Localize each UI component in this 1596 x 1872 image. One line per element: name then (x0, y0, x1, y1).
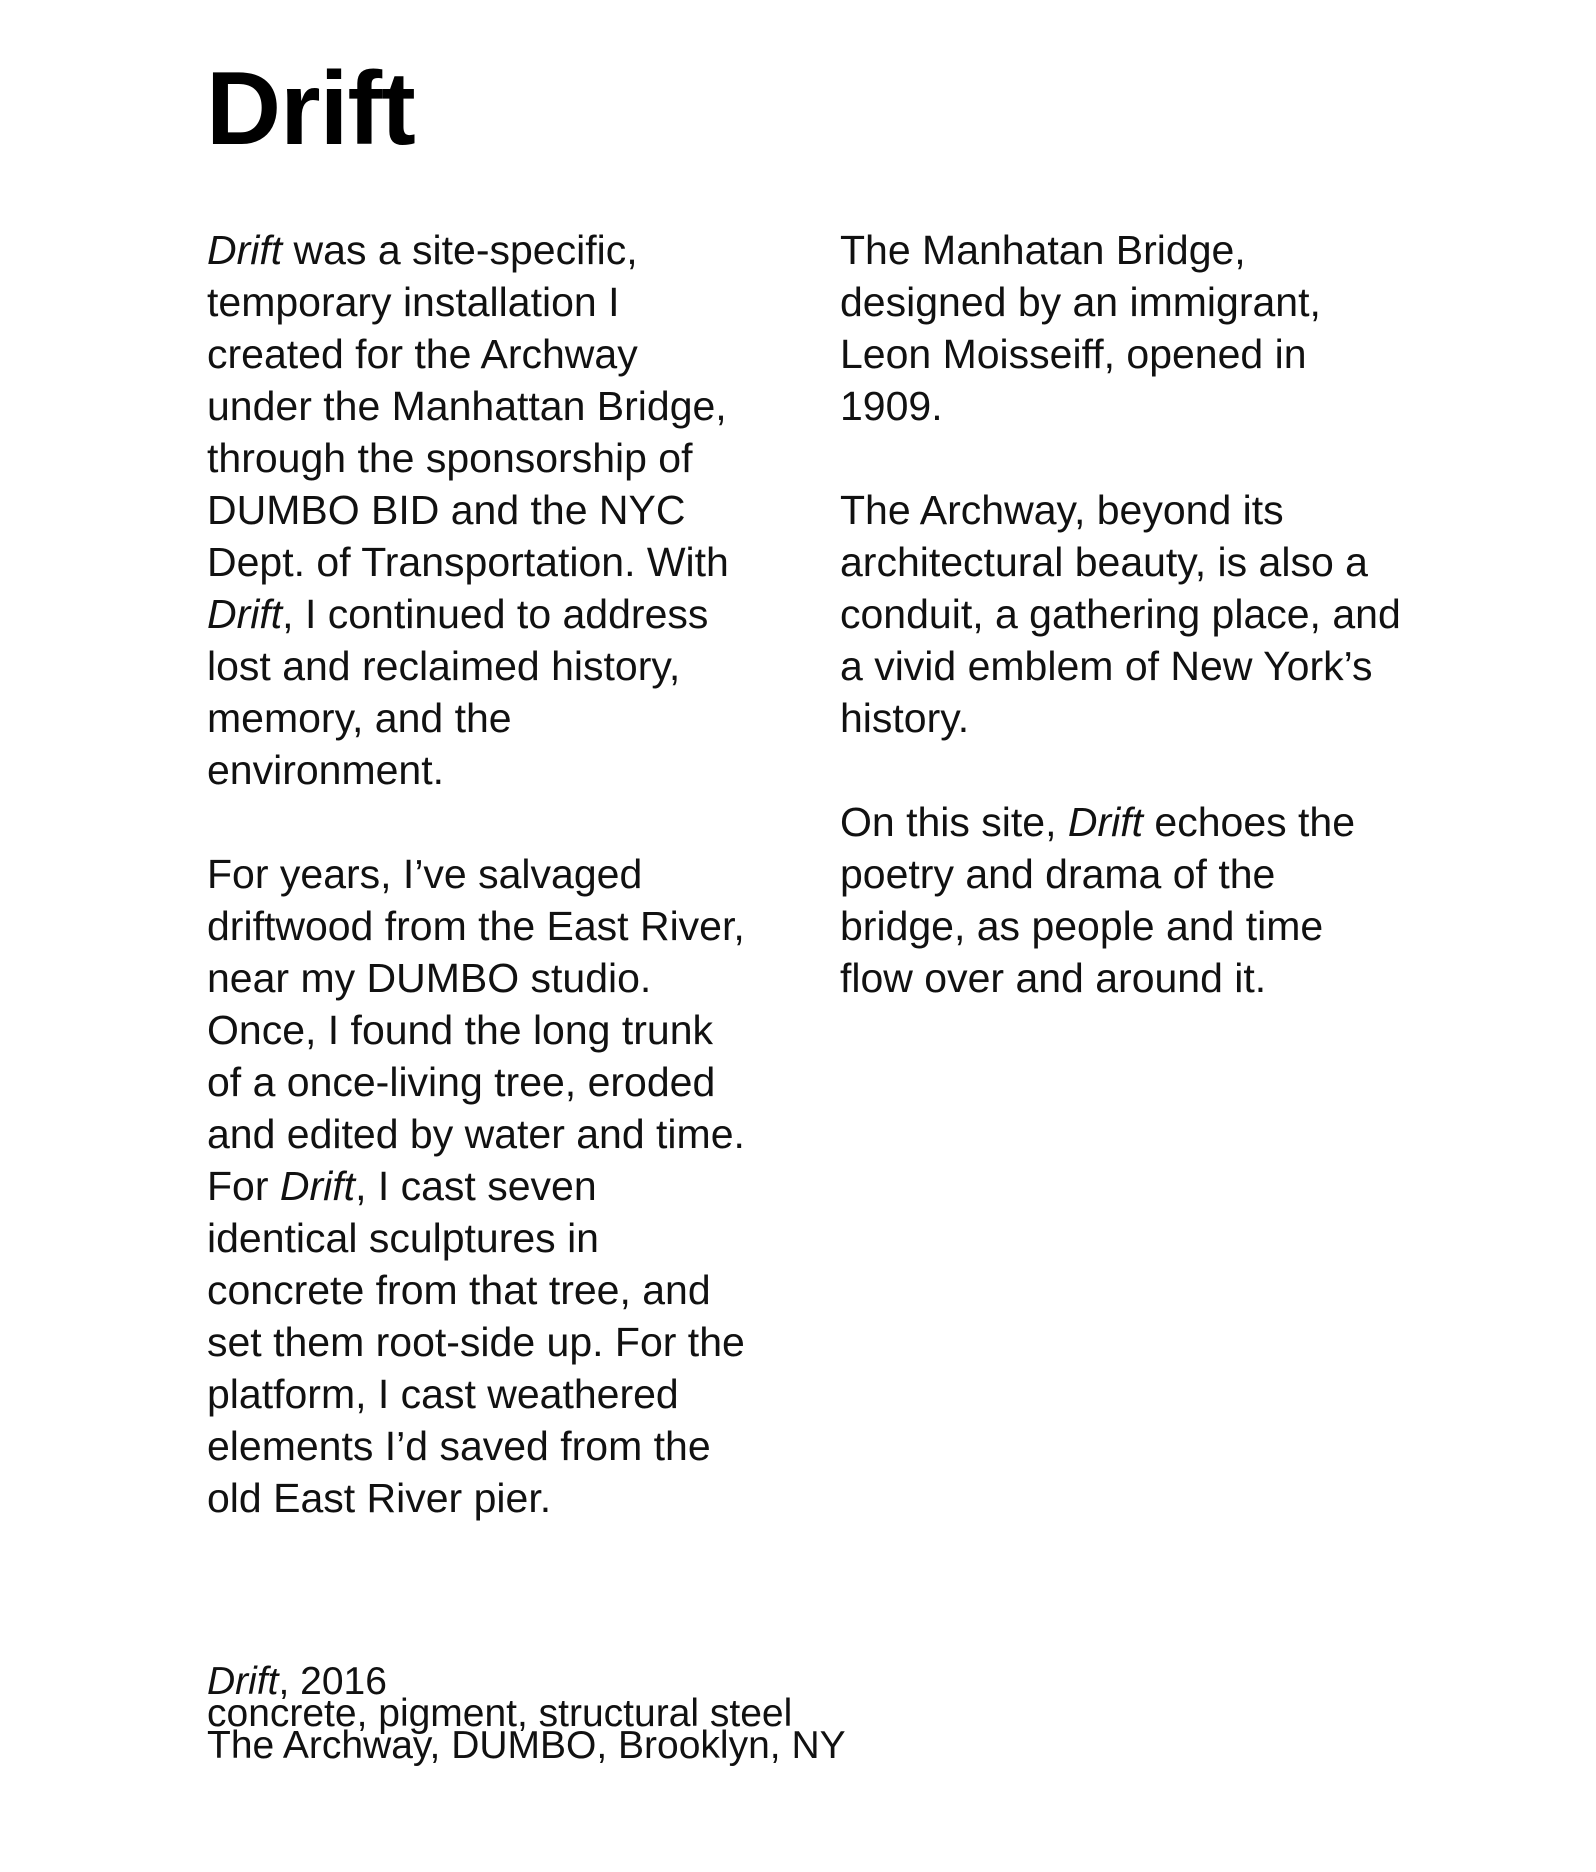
text-line: poetry and drama of the (840, 851, 1276, 897)
text-line: driftwood from the East River, (207, 903, 745, 949)
intro-paragraph (207, 224, 807, 796)
text-line: temporary installation I (207, 279, 620, 325)
text-fragment: For (207, 1163, 280, 1209)
text-line: through the sponsorship of (207, 435, 693, 481)
text-line (207, 224, 807, 276)
text-fragment: echoes the (1143, 799, 1356, 845)
caption-location: The Archway, DUMBO, Brooklyn, NY (207, 1724, 846, 1767)
caption-year: , 2016 (278, 1660, 387, 1703)
text-line: 1909. (840, 383, 943, 429)
archway-paragraph (840, 484, 1460, 744)
text-line: Leon Moisseiff, opened in (840, 331, 1307, 377)
bridge-paragraph (840, 224, 1460, 432)
text-line (840, 796, 1460, 848)
text-line: of a once-living tree, eroded (207, 1059, 716, 1105)
text-fragment: , I continued to address (282, 591, 709, 637)
text-line: lost and reclaimed history, (207, 643, 681, 689)
text-line: under the Manhattan Bridge, (207, 383, 727, 429)
text-line (207, 588, 807, 640)
text-line: identical sculptures in (207, 1215, 599, 1261)
text-line: and edited by water and time. (207, 1111, 745, 1157)
site-paragraph (840, 796, 1460, 1004)
text-line: history. (840, 695, 970, 741)
text-line: The Manhatan Bridge, (840, 227, 1246, 273)
text-fragment: On this site, (840, 799, 1068, 845)
text-line (207, 1160, 807, 1212)
text-line: designed by an immigrant, (840, 279, 1321, 325)
text-fragment: was a site-specific, (282, 227, 638, 273)
driftwood-paragraph (207, 848, 807, 1524)
text-line: set them root-side up. For the (207, 1319, 745, 1365)
text-line: memory, and the (207, 695, 512, 741)
text-line: old East River pier. (207, 1475, 552, 1521)
text-line: The Archway, beyond its (840, 487, 1284, 533)
caption-materials: concrete, pigment, structural steel (207, 1692, 793, 1735)
text-line: elements I’d saved from the (207, 1423, 711, 1469)
italic-title: Drift (207, 227, 283, 273)
text-line: created for the Archway (207, 331, 638, 377)
italic-title: Drift (207, 1660, 279, 1703)
text-line: flow over and around it. (840, 955, 1267, 1001)
page-title: Drift (206, 51, 415, 167)
text-line: conduit, a gathering place, and (840, 591, 1401, 637)
text-line: environment. (207, 747, 445, 793)
text-line: DUMBO BID and the NYC (207, 487, 686, 533)
text-line: bridge, as people and time (840, 903, 1324, 949)
right-column (840, 224, 1460, 1056)
italic-title: Drift (1067, 799, 1144, 845)
text-line: architectural beauty, is also a (840, 539, 1368, 585)
text-line: platform, I cast weathered (207, 1371, 679, 1417)
italic-title: Drift (279, 1163, 356, 1209)
text-line: Once, I found the long trunk (207, 1007, 713, 1053)
text-line: near my DUMBO studio. (207, 955, 652, 1001)
text-fragment: , I cast seven (355, 1163, 597, 1209)
text-line: concrete from that tree, and (207, 1267, 711, 1313)
text-line: For years, I’ve salvaged (207, 851, 643, 897)
artwork-caption (207, 1660, 846, 1767)
left-column (207, 224, 807, 1576)
italic-title: Drift (207, 591, 283, 637)
text-line: Dept. of Transportation. With (207, 539, 729, 585)
text-line: a vivid emblem of New York’s (840, 643, 1373, 689)
